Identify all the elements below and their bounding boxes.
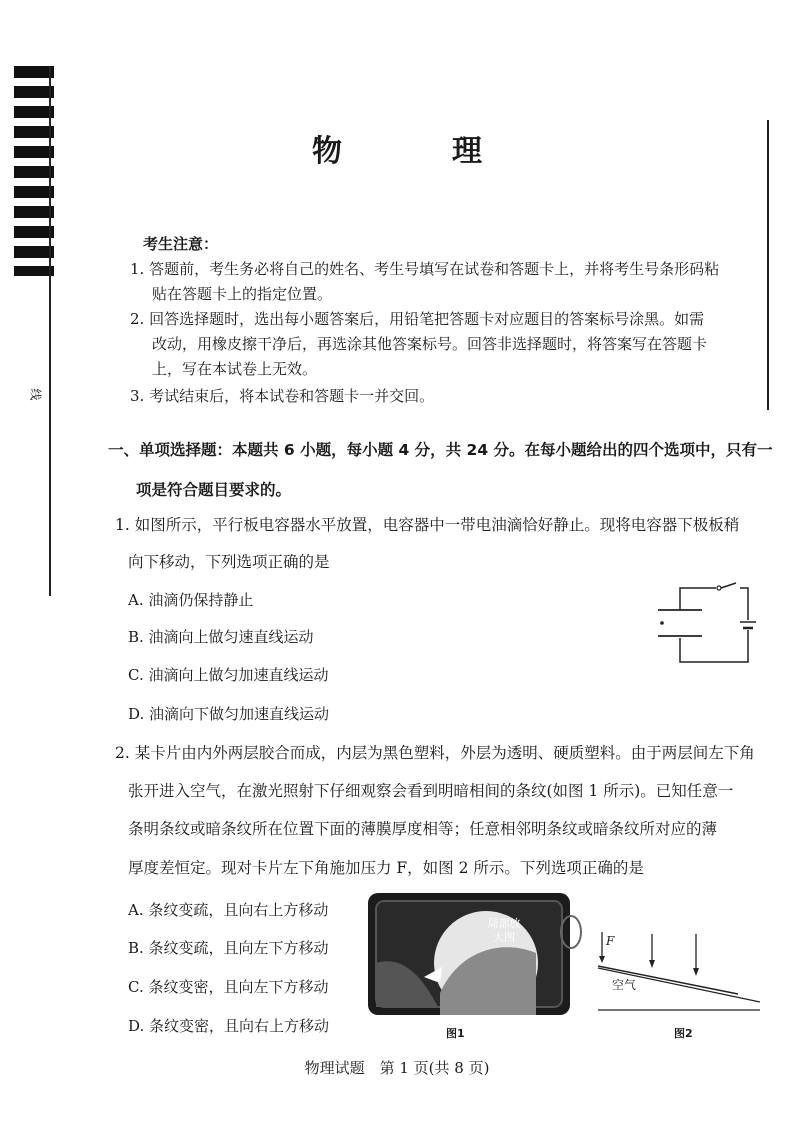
question-2-stem: 张开进入空气，在激光照射下仔细观察会看到明暗相间的条纹(如图 1 所示)。已知任意一 <box>128 782 734 800</box>
question-1-option-b: B. 油滴向上做匀速直线运动 <box>128 628 314 646</box>
notice-line: 改动，用橡皮擦干净后，再选涂其他答案标号。回答非选择题时，将答案写在答题卡 <box>152 335 708 353</box>
question-1-option-d: D. 油滴向下做匀加速直线运动 <box>128 705 330 723</box>
notice-line: 1. 答题前，考生务必将自己的姓名、考生号填写在试卷和答题卡上，并将考生号条形码粘 <box>130 260 720 278</box>
question-2-stem: 2. 某卡片由内外两层胶合而成，内层为黑色塑料，外层为透明、硬质塑料。由于两层间左下角 <box>115 744 755 762</box>
notice-line: 3. 考试结束后，将本试卷和答题卡一并交回。 <box>130 387 435 405</box>
question-2-stem: 厚度差恒定。现对卡片左下角施加压力 F，如图 2 所示。下列选项正确的是 <box>128 859 644 877</box>
notice-heading: 考生注意： <box>143 235 219 253</box>
section-heading: 一、单项选择题：本题共 6 小题，每小题 4 分，共 24 分。在每小题给出的四个选项中，只有一 <box>108 441 773 459</box>
question-2-option-b: B. 条纹变疏，且向左下方移动 <box>128 939 329 957</box>
notice-line: 上，写在本试卷上无效。 <box>152 360 318 378</box>
question-2-option-d: D. 条纹变密，且向右上方移动 <box>128 1017 330 1035</box>
section-heading-cont: 项是符合题目要求的。 <box>136 481 292 499</box>
question-2-option-a: A. 条纹变疏，且向右上方移动 <box>128 901 329 919</box>
page-footer: 物理试题 第 1 页(共 8 页) <box>304 1059 490 1077</box>
question-1-stem: 1. 如图所示，平行板电容器水平放置，电容器中一带电油滴恰好静止。现将电容器下极板稍 <box>115 516 740 534</box>
fig2-label: 图2 <box>674 1027 693 1040</box>
card-photo-figure <box>368 893 570 1015</box>
wedge-force-figure <box>594 928 764 1013</box>
side-label: 线 <box>28 388 43 401</box>
fig2-air-label: 空气 <box>612 978 637 992</box>
fig1-label: 图1 <box>446 1027 465 1040</box>
question-1-stem: 向下移动，下列选项正确的是 <box>128 553 330 571</box>
question-1-option-a: A. 油滴仍保持静止 <box>128 591 254 609</box>
fig2-force-label: F <box>606 934 615 948</box>
page-title: 物 理 <box>312 134 522 169</box>
card-photo-drawing <box>368 893 570 1015</box>
question-2-stem: 条明条纹或暗条纹所在位置下面的薄膜厚度相等；任意相邻明条纹或暗条纹所对应的薄 <box>128 820 718 838</box>
question-2-option-c: C. 条纹变密，且向左下方移动 <box>128 978 329 996</box>
keyring-icon <box>556 912 586 952</box>
binding-stripes <box>14 66 54 276</box>
question-1-option-c: C. 油滴向上做匀加速直线运动 <box>128 666 329 684</box>
notice-line: 2. 回答选择题时，选出每小题答案后，用铅笔把答题卡对应题目的答案标号涂黑。如需 <box>130 310 705 328</box>
capacitor-circuit-figure <box>640 580 760 670</box>
fig1-callout: 局部放大图 <box>487 917 521 944</box>
notice-line: 贴在答题卡上的指定位置。 <box>152 285 333 303</box>
